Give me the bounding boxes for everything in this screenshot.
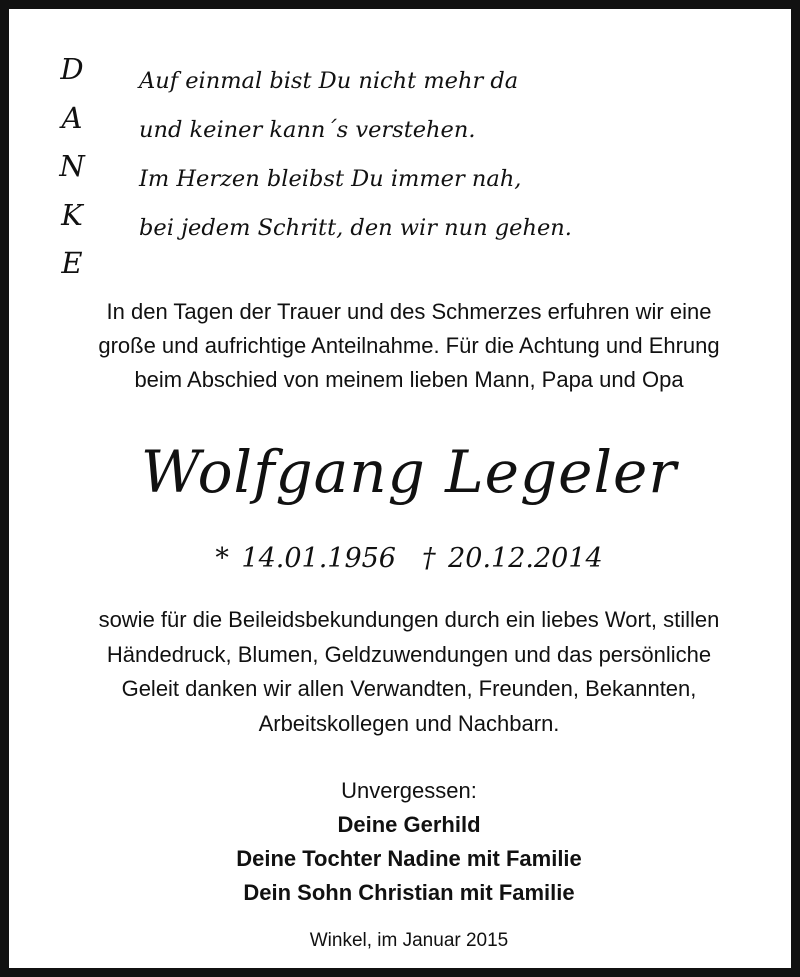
signatory: Deine Tochter Nadine mit Familie — [236, 846, 582, 871]
intro-line: In den Tagen der Trauer und des Schmerzes erfuhren wir eine — [106, 299, 712, 324]
place-and-date: Winkel, im Januar 2015 — [309, 930, 509, 951]
danke-letter: D — [60, 52, 84, 86]
thanks-paragraph — [29, 603, 789, 741]
danke-letter: N — [59, 149, 85, 183]
closing-heading: Unvergessen: — [341, 778, 477, 803]
signatory: Deine Gerhild — [337, 812, 481, 837]
danke-letter: A — [61, 100, 83, 135]
signatory: Dein Sohn Christian mit Familie — [243, 880, 575, 905]
poem-line: bei jedem Schritt, den wir nun gehen. — [139, 215, 572, 241]
closing-section — [29, 774, 789, 910]
thanks-line: Händedruck, Blumen, Geldzuwendungen und das persönliche — [106, 641, 712, 667]
poem-line: Im Herzen bleibst Du immer nah, — [139, 166, 522, 192]
danke-letter: K — [61, 197, 83, 232]
intro-line: große und aufrichtige Anteilnahme. Für die Achtung und Ehrung — [98, 333, 720, 358]
thanks-line: sowie für die Beileidsbekundungen durch ein liebes Wort, stillen — [98, 607, 720, 632]
death-date: † 20.12.2014 — [422, 543, 603, 574]
poem-line: und keiner kann´s verstehen. — [139, 117, 476, 143]
deceased-name: Wolfgang Legeler — [140, 438, 678, 506]
birth-date: * 14.01.1956 — [215, 543, 396, 574]
danke-vertical-title — [49, 45, 95, 288]
danke-letter: E — [61, 246, 83, 280]
thanks-line: Geleit danken wir allen Verwandten, Freunden, Bekannten, — [121, 676, 697, 701]
poem — [139, 57, 759, 253]
life-dates — [29, 541, 789, 577]
poem-line: Auf einmal bist Du nicht mehr da — [139, 68, 519, 94]
intro-line: beim Abschied von meinem lieben Mann, Papa und Opa — [134, 367, 684, 392]
intro-paragraph — [29, 295, 789, 397]
thanks-line: Arbeitskollegen und Nachbarn. — [258, 710, 560, 736]
